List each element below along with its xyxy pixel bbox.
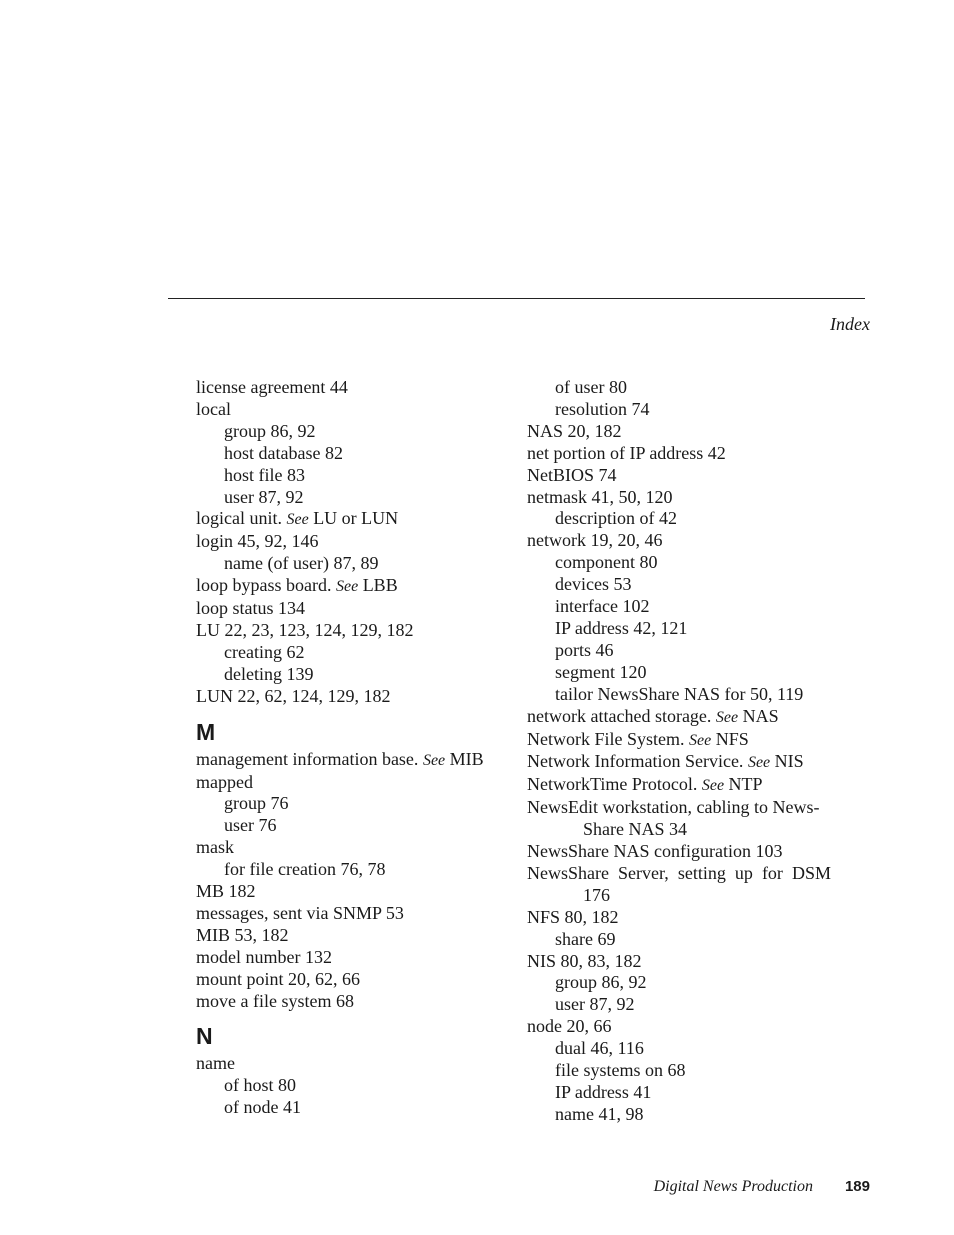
cross-reference-target: LBB bbox=[362, 575, 398, 596]
entry-term: management information base. bbox=[196, 748, 419, 769]
index-entry bbox=[196, 508, 506, 531]
index-subentry: group 86, 92 bbox=[224, 420, 316, 441]
index-entry: mapped bbox=[196, 771, 253, 792]
index-entry: NetBIOS 74 bbox=[527, 464, 617, 485]
index-subentry: name (of user) 87, 89 bbox=[224, 553, 379, 574]
index-entry: login 45, 92, 146 bbox=[196, 531, 319, 552]
index-column-right bbox=[527, 377, 831, 1126]
cross-reference-target: NAS bbox=[742, 705, 779, 726]
see-reference-label: See bbox=[689, 731, 712, 749]
see-reference-label: See bbox=[335, 578, 359, 596]
index-entry: node 20, 66 bbox=[527, 1016, 612, 1037]
index-entry: NIS 80, 83, 182 bbox=[527, 950, 642, 971]
page-footer bbox=[654, 1178, 870, 1196]
index-entry: name bbox=[196, 1053, 235, 1074]
header-rule bbox=[168, 298, 865, 299]
index-subentry: user 87, 92 bbox=[555, 994, 635, 1015]
running-head: Index bbox=[830, 314, 870, 334]
index-subentry: group 86, 92 bbox=[555, 972, 647, 993]
cross-reference-target: NIS bbox=[774, 751, 804, 772]
index-entry bbox=[527, 706, 831, 729]
entry-term: network attached storage. bbox=[527, 705, 712, 726]
index-subentry: component 80 bbox=[555, 552, 658, 573]
see-reference-label: See bbox=[286, 511, 309, 529]
index-subentry: resolution 74 bbox=[555, 398, 650, 419]
index-subentry: devices 53 bbox=[555, 574, 632, 595]
entry-term: loop bypass board. bbox=[196, 575, 332, 596]
index-entry: model number 132 bbox=[196, 946, 332, 967]
index-subentry: tailor NewsShare NAS for 50, 119 bbox=[555, 683, 804, 704]
index-entry bbox=[527, 751, 831, 774]
index-entry: license agreement 44 bbox=[196, 377, 348, 397]
index-subentry: IP address 42, 121 bbox=[555, 617, 688, 638]
index-subentry: deleting 139 bbox=[224, 663, 314, 684]
index-subentry: segment 120 bbox=[555, 661, 647, 682]
cross-reference-target: MIB bbox=[449, 748, 484, 769]
index-subentry: share 69 bbox=[555, 928, 616, 949]
index-entry: NFS 80, 182 bbox=[527, 906, 619, 927]
index-subentry: of node 41 bbox=[224, 1097, 301, 1118]
index-subentry: creating 62 bbox=[224, 641, 305, 662]
index-entry: move a file system 68 bbox=[196, 990, 354, 1011]
index-entry bbox=[196, 575, 506, 598]
index-subentry: host database 82 bbox=[224, 442, 343, 463]
see-reference-label: See bbox=[701, 777, 725, 795]
footer-book-title: Digital News Production bbox=[653, 1178, 813, 1195]
index-subentry: name 41, 98 bbox=[555, 1103, 644, 1124]
index-entry: MB 182 bbox=[196, 881, 256, 902]
index-entry: LU 22, 23, 123, 124, 129, 182 bbox=[196, 619, 414, 640]
index-subentry: description of 42 bbox=[555, 508, 677, 529]
index-subentry: for file creation 76, 78 bbox=[224, 859, 386, 880]
index-subentry: file systems on 68 bbox=[555, 1060, 686, 1081]
index-subentry: user 87, 92 bbox=[224, 486, 304, 507]
index-entry: LUN 22, 62, 124, 129, 182 bbox=[196, 685, 391, 706]
entry-term: Network File System. bbox=[527, 728, 685, 749]
index-section-letter: M bbox=[196, 718, 216, 745]
index-entry bbox=[196, 749, 506, 772]
index-subentry: dual 46, 116 bbox=[555, 1038, 644, 1059]
entry-term: Network Information Service. bbox=[527, 751, 744, 772]
see-reference-label: See bbox=[422, 751, 446, 769]
index-subentry: host file 83 bbox=[224, 464, 305, 485]
index-entry: NewsEdit workstation, cabling to News-Share NAS 34 bbox=[527, 797, 820, 840]
index-entry bbox=[527, 729, 831, 752]
index-entry: network 19, 20, 46 bbox=[527, 530, 663, 551]
index-entry: MIB 53, 182 bbox=[196, 924, 289, 945]
see-reference-label: See bbox=[715, 708, 739, 726]
entry-term: NetworkTime Protocol. bbox=[527, 774, 698, 795]
index-subentry: ports 46 bbox=[555, 639, 614, 660]
index-column-left bbox=[196, 377, 506, 1119]
index-entry: messages, sent via SNMP 53 bbox=[196, 902, 404, 923]
index-subentry: group 76 bbox=[224, 793, 289, 814]
index-entry: netmask 41, 50, 120 bbox=[527, 486, 673, 507]
index-entry: mask bbox=[196, 837, 234, 858]
cross-reference-target: NTP bbox=[728, 774, 763, 795]
index-subentry: IP address 41 bbox=[555, 1082, 652, 1102]
index-entry: NewsShare NAS configuration 103 bbox=[527, 841, 783, 862]
index-entry: NewsShare Server, setting up for DSM 176 bbox=[527, 862, 831, 905]
index-entry: local bbox=[196, 398, 231, 419]
index-entry: net portion of IP address 42 bbox=[527, 442, 726, 463]
cross-reference-target: LU or LUN bbox=[313, 508, 399, 529]
entry-term: logical unit. bbox=[196, 508, 282, 529]
index-subentry: interface 102 bbox=[555, 596, 650, 617]
page-number: 189 bbox=[844, 1178, 870, 1195]
index-entry: mount point 20, 62, 66 bbox=[196, 968, 361, 989]
index-entry: NAS 20, 182 bbox=[527, 420, 622, 441]
cross-reference-target: NFS bbox=[715, 728, 749, 749]
index-subentry: of user 80 bbox=[555, 377, 627, 397]
index-entry: loop status 134 bbox=[196, 598, 306, 619]
index-subentry: user 76 bbox=[224, 815, 277, 836]
see-reference-label: See bbox=[747, 754, 771, 772]
index-subentry: of host 80 bbox=[224, 1075, 296, 1096]
index-section-letter: N bbox=[196, 1023, 213, 1050]
index-entry bbox=[527, 774, 831, 797]
